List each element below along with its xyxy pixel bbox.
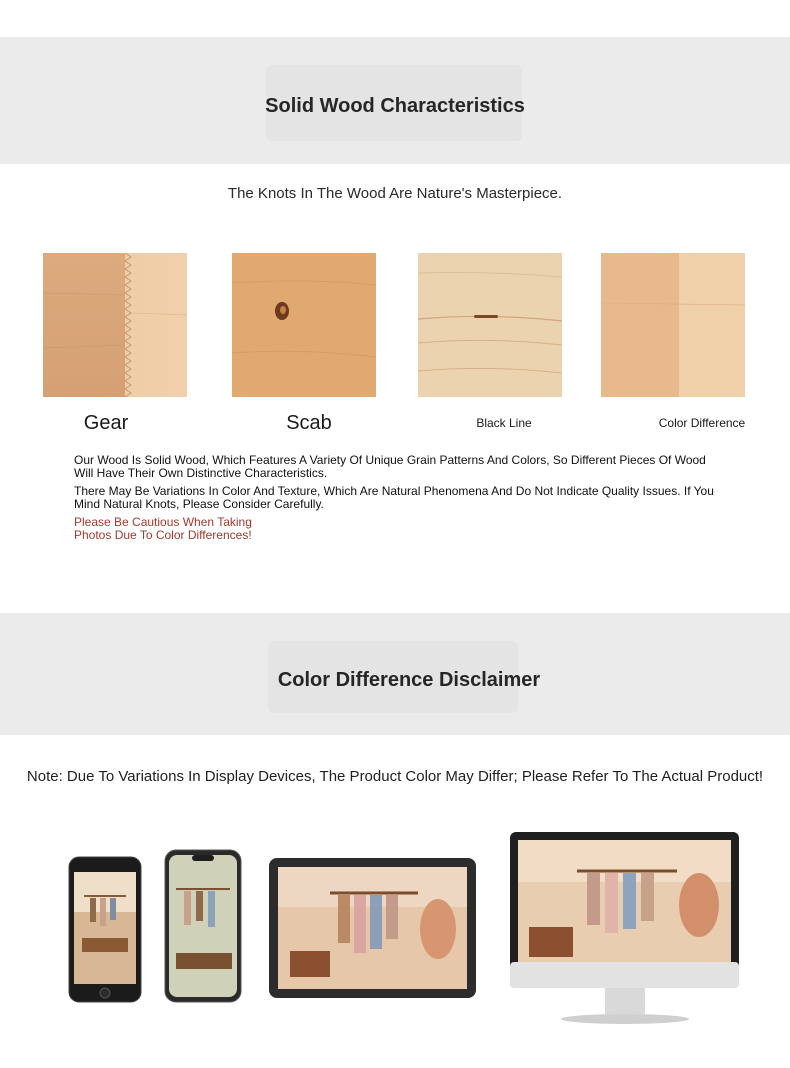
phone-large-image [164,849,244,1010]
section-header-band [0,37,790,164]
section-header-band-2 [0,613,790,735]
description-paragraph-2: There May Be Variations In Color And Texture, Which Are Natural Phenomena And Do Not Indicate Quality Issues. If You Mind Natural Knots, Please Consider Carefully. [74,484,714,511]
tablet-image [268,857,478,1006]
phone-small-image [68,856,144,1011]
wood-finger-joint-image [43,253,187,397]
wood-knot-image [232,253,376,397]
color-warning-text: Please Be Cautious When Taking Photos Due To Color Differences! [74,515,252,542]
section-subtitle: The Knots In The Wood Are Nature's Masterpiece. [227,185,563,202]
wood-color-difference-image [601,253,745,397]
desktop-monitor-image [509,831,741,1032]
sample-label-gear: Gear [83,412,129,434]
sample-label-color-difference: Color Difference [658,416,746,430]
description-paragraph-1: Our Wood Is Solid Wood, Which Features A Variety Of Unique Grain Patterns And Colors, So Different Pieces Of Wood Will Have Their Own Distinctive Characteristics. [74,453,706,480]
section-title: Solid Wood Characteristics [265,95,525,117]
section-title-2: Color Difference Disclaimer [277,669,541,691]
wood-black-line-image [418,253,562,397]
sample-label-scab: Scab [286,412,332,434]
disclaimer-note: Note: Due To Variations In Display Devices, The Product Color May Differ; Please Refer To The Actual Product! [26,768,764,785]
sample-label-black-line: Black Line [476,416,532,430]
